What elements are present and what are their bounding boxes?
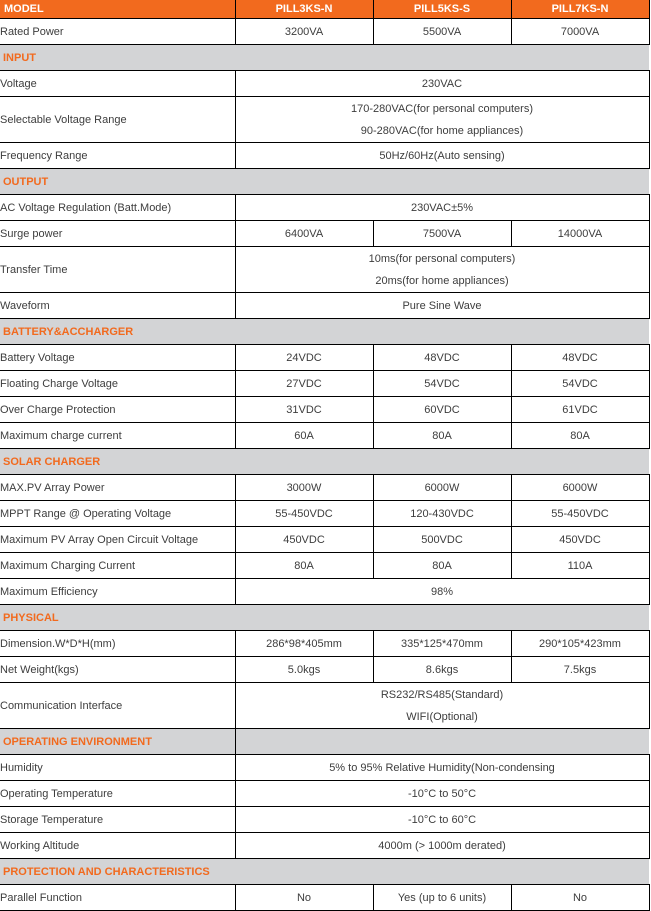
spec-value: 5.0kgs [235,657,373,683]
spec-value-line: WIFI(Optional) [406,710,478,723]
table-row [0,553,649,579]
spec-label: Over Charge Protection [0,397,235,423]
spec-value: 55-450VDC [511,501,649,527]
spec-value: 5500VA [373,19,511,45]
spec-value: 60VDC [373,397,511,423]
spec-label: Operating Temperature [0,781,235,807]
spec-label: Humidity [0,755,235,781]
spec-value-line: 230VAC [421,77,463,90]
table-row [0,45,649,71]
spec-value-line: 230VAC±5% [410,201,474,214]
table-row-header [0,0,649,19]
spec-label: MAX.PV Array Power [0,475,235,501]
model-header-label: MODEL [0,0,235,19]
table-row [0,195,649,221]
spec-value-merged [235,807,649,833]
model-header-cell: PILL3KS-N [235,0,373,19]
spec-value-line: -10°C to 50°C [407,787,477,800]
spec-body [0,19,649,911]
spec-label: Maximum Charging Current [0,553,235,579]
table-row [0,729,649,755]
spec-value: 120-430VDC [373,501,511,527]
spec-value: 54VDC [373,371,511,397]
section-title: OUTPUT [0,169,649,195]
table-row [0,885,649,911]
spec-value-merged [235,293,649,319]
table-row [0,755,649,781]
spec-label: Battery Voltage [0,345,235,371]
table-row [0,501,649,527]
spec-value: 6000W [373,475,511,501]
table-row [0,657,649,683]
spec-label: Frequency Range [0,143,235,169]
spec-label: Voltage [0,71,235,97]
spec-value-merged [235,143,649,169]
spec-value: 80A [511,423,649,449]
spec-value: No [511,885,649,911]
spec-label: Transfer Time [0,247,235,293]
spec-value: 6000W [511,475,649,501]
spec-value-merged [235,781,649,807]
spec-label: Parallel Function [0,885,235,911]
spec-value-merged [235,579,649,605]
table-row [0,247,649,293]
spec-value: 61VDC [511,397,649,423]
table-row [0,449,649,475]
spec-value: 55-450VDC [235,501,373,527]
spec-label: MPPT Range @ Operating Voltage [0,501,235,527]
spec-value: 500VDC [373,527,511,553]
spec-label: Storage Temperature [0,807,235,833]
spec-value-line: 98% [430,585,454,598]
spec-value: 80A [373,423,511,449]
spec-value-line: 10ms(for personal computers) [368,252,516,265]
spec-value: 7500VA [373,221,511,247]
spec-value-line: -10°C to 60°C [407,813,477,826]
section-title: OPERATING ENVIRONMENT [0,729,235,755]
table-row [0,169,649,195]
table-row [0,397,649,423]
section-title: INPUT [0,45,649,71]
spec-value-merged [235,195,649,221]
table-row [0,605,649,631]
spec-label: Rated Power [0,19,235,45]
table-row [0,345,649,371]
model-header [0,0,649,19]
table-row [0,781,649,807]
spec-value-merged [235,833,649,859]
spec-value: 7.5kgs [511,657,649,683]
spec-value-merged [235,247,649,293]
spec-value: 27VDC [235,371,373,397]
table-row [0,475,649,501]
spec-value: 31VDC [235,397,373,423]
spec-value-line: 50Hz/60Hz(Auto sensing) [379,149,505,162]
spec-value: 335*125*470mm [373,631,511,657]
spec-label: Dimension.W*D*H(mm) [0,631,235,657]
spec-value: No [235,885,373,911]
spec-value: 450VDC [235,527,373,553]
table-row [0,579,649,605]
table-row [0,293,649,319]
spec-value: 80A [373,553,511,579]
table-row [0,859,649,885]
spec-value-merged [235,755,649,781]
spec-value-merged [235,71,649,97]
section-title: PHYSICAL [0,605,649,631]
spec-value: 24VDC [235,345,373,371]
spec-value: 3200VA [235,19,373,45]
spec-label: Communication Interface [0,683,235,729]
spec-value-merged [235,683,649,729]
table-row [0,683,649,729]
model-header-cell: PILL5KS-S [373,0,511,19]
spec-value: 48VDC [373,345,511,371]
spec-value-line: Pure Sine Wave [402,299,482,312]
spec-value-line: 4000m (> 1000m derated) [378,839,506,852]
section-title: BATTERY&ACCHARGER [0,319,649,345]
table-row [0,221,649,247]
table-row [0,71,649,97]
spec-value: 6400VA [235,221,373,247]
spec-value-line: RS232/RS485(Standard) [380,688,504,701]
section-title: SOLAR CHARGER [0,449,649,475]
section-title-spacer [235,729,649,755]
spec-value-line: 170-280VAC(for personal computers) [351,102,533,115]
spec-label: Working Altitude [0,833,235,859]
table-row [0,631,649,657]
spec-value: 290*105*423mm [511,631,649,657]
spec-label: Maximum charge current [0,423,235,449]
table-row [0,97,649,143]
spec-value-line: 90-280VAC(for home appliances) [360,124,524,137]
table-row [0,319,649,345]
spec-value: 286*98*405mm [235,631,373,657]
spec-value: 110A [511,553,649,579]
spec-value: 48VDC [511,345,649,371]
table-row [0,807,649,833]
spec-label: Net Weight(kgs) [0,657,235,683]
spec-label: AC Voltage Regulation (Batt.Mode) [0,195,235,221]
spec-label: Floating Charge Voltage [0,371,235,397]
table-row [0,423,649,449]
spec-label: Selectable Voltage Range [0,97,235,143]
spec-value: 54VDC [511,371,649,397]
spec-value: 60A [235,423,373,449]
spec-value: 8.6kgs [373,657,511,683]
table-row [0,143,649,169]
spec-value: 3000W [235,475,373,501]
model-header-cell: PILL7KS-N [511,0,649,19]
table-row [0,19,649,45]
spec-value: 80A [235,553,373,579]
spec-value: 450VDC [511,527,649,553]
spec-value-merged [235,97,649,143]
spec-label: Maximum Efficiency [0,579,235,605]
spec-value: 7000VA [511,19,649,45]
spec-label: Maximum PV Array Open Circuit Voltage [0,527,235,553]
spec-value-line: 20ms(for home appliances) [375,274,509,287]
table-row [0,833,649,859]
spec-value: 14000VA [511,221,649,247]
section-title: PROTECTION AND CHARACTERISTICS [0,859,649,885]
spec-value-line: 5% to 95% Relative Humidity(Non-condensing [329,761,555,774]
spec-label: Surge power [0,221,235,247]
table-row [0,527,649,553]
table-row [0,371,649,397]
spec-label: Waveform [0,293,235,319]
spec-value: Yes (up to 6 units) [373,885,511,911]
